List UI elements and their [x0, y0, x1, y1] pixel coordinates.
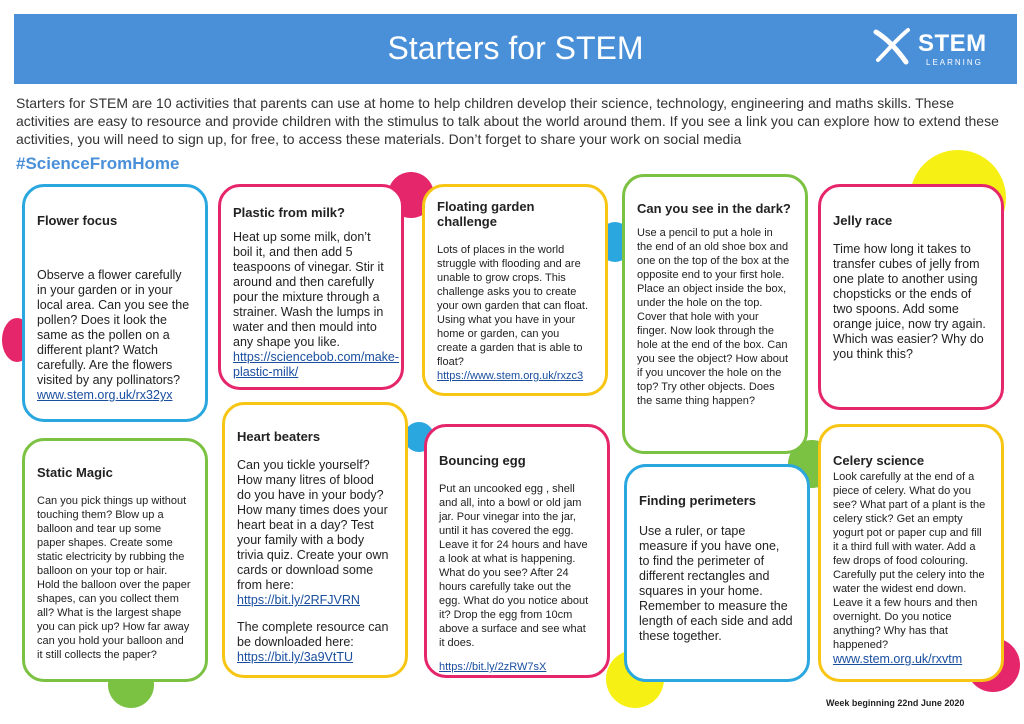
- card-body-2: The complete resource can be downloaded here: https://bit.ly/3a9VtTU: [237, 620, 389, 664]
- card-link[interactable]: https://bit.ly/2zRW7sX: [439, 661, 547, 673]
- card-title: Static Magic: [37, 465, 113, 480]
- card-body: Lots of places in the world struggle with flooding and are unable to grow crops. This challenge asks you to create your own garden that can float. Using what you have in your home or garden, can you create a garden that is able to float? https://www.stem.org.uk/rxzc3: [437, 244, 589, 382]
- card-see-in-dark: [622, 174, 808, 454]
- card-title: Heart beaters: [237, 429, 321, 444]
- card-body: Time how long it takes to transfer cubes of jelly from one plate to another using chopsticks or the ends of two spoons. Add some orange juice, now try again. Which was easier? Why do you think this?: [833, 242, 986, 361]
- card-celery-science: [818, 424, 1004, 682]
- intro-text: Starters for STEM are 10 activities that parents can use at home to help children develop their science, technology, engineering and maths skills. These activities are easy to resource and provide children with the stimulus to talk about the world around them. If you see a link you can explore how to extend these activities, you will need to sign up, for free, to access these materials. Don’t forget to share your work on social media: [16, 95, 999, 147]
- card-link[interactable]: www.stem.org.uk/rxvtm: [833, 652, 963, 666]
- card-link[interactable]: www.stem.org.uk/rx32yx: [37, 388, 173, 402]
- card-title: Bouncing egg: [439, 453, 526, 468]
- card-flower-focus: [22, 184, 208, 422]
- header-banner: [14, 14, 1017, 84]
- card-body: Put an uncooked egg , shell and all, into a bowl or old jam jar. Pour vinegar into the jar, until it has covered the egg. Leave it for 24 hours and have a look at what is happening. What do you see? After 24 hours carefully take out the egg. What do you notice about it? Drop the egg from 10cm above a surface and see what it does.: [439, 483, 589, 649]
- logo-subtext: LEARNING: [926, 58, 983, 67]
- card-title: Plastic from milk?: [233, 205, 345, 220]
- footer-week: Week beginning 22nd June 2020: [826, 698, 965, 708]
- card-floating-garden: [422, 184, 608, 396]
- logo-text: STEM: [918, 30, 987, 57]
- card-link[interactable]: https://sciencebob.com/make-plastic-milk/: [233, 350, 400, 379]
- card-body: Use a pencil to put a hole in the end of an old shoe box and one on the top of the box at the opposite end to your first hole. Place an object inside the box, under the hole on the top. Cover that hole with your finger. Now look through the hole at the end of the box. Can you see the object? How about if you uncover the hole on the top? Try other objects. Does the same thing happen?: [637, 227, 790, 407]
- card-finding-perimeters: [624, 464, 810, 682]
- card-link[interactable]: https://bit.ly/2RFJVRN: [237, 593, 360, 607]
- stem-x-icon: [870, 24, 914, 68]
- card-jelly-race: [818, 184, 1004, 410]
- card-static-magic: [22, 438, 208, 682]
- card-body: Heat up some milk, don’t boil it, and then add 5 teaspoons of vinegar. Stir it around and then carefully pour the mixture through a strainer. Wash the lumps in water and then mould into any shape you like. https://sciencebob.com/make-plastic-milk/: [233, 230, 400, 379]
- card-heart-beaters: [222, 402, 408, 678]
- card-title: Jelly race: [833, 213, 893, 228]
- card-body: Look carefully at the end of a piece of celery. What do you see? What part of a plant is the celery stick? Get an empty yogurt pot or paper cup and fill it a third full with water. Add a few drops of food colouring. Carefully put the celery into the water the widest end down. Leave it a few hours and then overnight. Do you notice anything? Why has that happened? www.stem.org.uk/rxvtm: [833, 471, 986, 666]
- card-bouncing-egg: [424, 424, 610, 678]
- hashtag: #ScienceFromHome: [16, 154, 180, 173]
- card-link-row: [439, 660, 593, 674]
- card-title: Finding perimeters: [639, 493, 757, 508]
- card-title: Can you see in the dark?: [637, 201, 791, 216]
- card-title: Floating garden challenge: [437, 199, 535, 229]
- card-body: Can you tickle yourself? How many litres of blood do you have in your body? How many times does your heart beat in a day? Test your family with a body trivia quiz. Create your own cards or download some from here: https://bit.ly/2RFJVRN: [237, 458, 389, 607]
- card-link[interactable]: https://www.stem.org.uk/rxzc3: [437, 370, 584, 382]
- card-title: Flower focus: [37, 213, 118, 228]
- card-body: Observe a flower carefully in your garden or in your local area. Can you see the pollen? Does it look the same as the pollen on a different plant? Watch carefully. Are the flowers visited by any pollinators? www.stem.org.uk/rx32yx: [37, 268, 190, 402]
- card-title: Celery science: [833, 453, 925, 468]
- page-title: Starters for STEM: [387, 30, 644, 66]
- card-body: Use a ruler, or tape measure if you have one, to find the perimeter of different rectangles and squares in your home. Remember to measure the length of each side and add these together.: [639, 524, 793, 643]
- card-link[interactable]: https://bit.ly/3a9VtTU: [237, 650, 354, 664]
- stem-learning-logo: [870, 22, 1010, 76]
- card-plastic-from-milk: [218, 184, 404, 390]
- card-body: Can you pick things up without touching them? Blow up a balloon and tear up some paper shapes. Create some static electricity by rubbing the balloon on your top or hair. Hold the balloon over the paper shapes, can you collect them all? What is the largest shape you can pick up? How far away can you hold your balloon and it still collects the paper?: [37, 495, 191, 661]
